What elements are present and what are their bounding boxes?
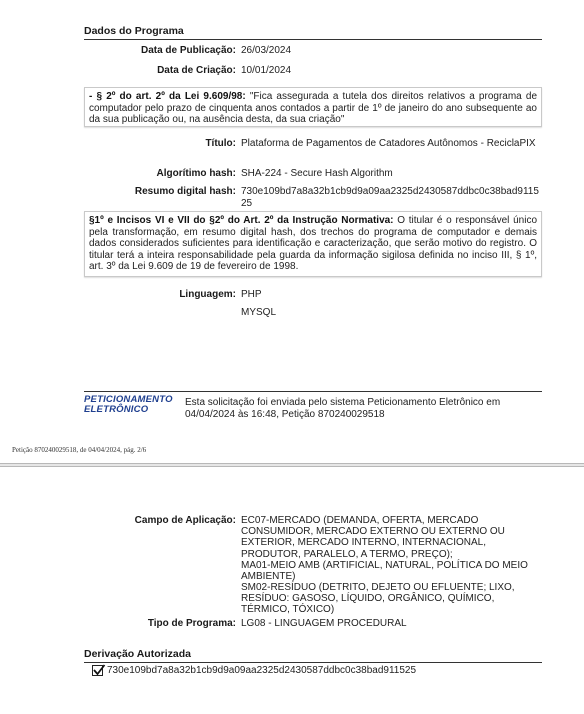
peticionamento-eletronico-logo	[84, 395, 184, 415]
campo-aplicacao-value-ec07: EC07-MERCADO (DEMANDA, OFERTA, MERCADO CONSUMIDOR, MERCADO EXTERNO OU EXTERNO OU EXTERIOR, MERCADO INTERNO, INTERNACIONAL, PRODUTOR, PARALELO, A TERMO, PREÇO);	[241, 515, 505, 560]
notice1-text: "Fica assegurada a tutela dos direitos relativos a programa de computador pelo prazo de cinquenta anos contados a partir de 1º de janeiro do ano subsequente ao da sua publicação ou, na ausência desta, da sua criação"	[89, 91, 537, 125]
linguagem-value-php: PHP	[241, 289, 262, 300]
algoritmo-hash-label: Algorítimo hash:	[156, 168, 236, 179]
document-page-3	[0, 467, 584, 714]
data-publicacao-label: Data de Publicação:	[140, 45, 236, 56]
notice-lei-9609-box	[84, 87, 542, 127]
algoritmo-hash-value: SHA-224 - Secure Hash Algorithm	[241, 168, 393, 179]
linguagem-value-mysql: MYSQL	[241, 307, 277, 318]
footer-divider	[84, 391, 542, 392]
checkmark-icon	[92, 663, 106, 677]
tipo-programa-label: Tipo de Programa:	[147, 618, 236, 629]
derivacao-checkbox[interactable]	[92, 665, 103, 676]
campo-aplicacao-label: Campo de Aplicação:	[134, 515, 236, 526]
campo-aplicacao-value-ma01: MA01-MEIO AMB (ARTIFICIAL, NATURAL, POLÍTICA DO MEIO AMBIENTE)	[241, 560, 528, 583]
notice2-text: O titular é o responsável único pela transformação, em resumo digital hash, dos trechos do programa de computador e demais dados considerados suficientes para identificação e caracterização, que serão motivo do registro. O titular terá a inteira responsabilidade pela guarda da informação sigilosa definida no inciso III, § 1º, art. 3º da Lei 9.609 de 19 de fevereiro de 1998.	[89, 215, 538, 272]
data-publicacao-value: 26/03/2024	[241, 45, 292, 56]
resumo-hash-value: 730e109bd7a8a32b1cb9d9a09aa2325d2430587ddbc0c38bad911525	[241, 186, 539, 209]
footer-submission-text: Esta solicitação foi enviada pelo sistema Peticionamento Eletrônico em 04/04/2024 às 16:48, Petição 870240029518	[185, 397, 501, 420]
titulo-value: Plataforma de Pagamentos de Catadores Autônomos - ReciclaPIX	[241, 138, 536, 149]
data-criacao-label: Data de Criação:	[157, 65, 236, 76]
section-title-dados-do-programa: Dados do Programa	[84, 25, 542, 40]
notice1-heading: - § 2º do art. 2º da Lei 9.609/98:	[89, 91, 246, 102]
section-title-derivacao-autorizada: Derivação Autorizada	[84, 648, 542, 663]
titulo-label: Título:	[205, 138, 236, 149]
logo-line2: ELETRÔNICO	[84, 404, 149, 415]
logo-line1: PETICIONAMENTO	[84, 394, 173, 405]
data-criacao-value: 10/01/2024	[241, 65, 292, 76]
notice-instrucao-normativa-box	[84, 211, 542, 277]
resumo-hash-label: Resumo digital hash:	[134, 186, 236, 197]
campo-aplicacao-value-sm02: SM02-RESÍDUO (DETRITO, DEJETO OU EFLUENTE; LIXO, RESÍDUO: GASOSO, LÍQUIDO, ORGÂNICO, QUÍMICO, TÉRMICO, TÓXICO)	[241, 582, 515, 616]
tipo-programa-value: LG08 - LINGUAGEM PROCEDURAL	[241, 618, 407, 629]
page-number: Petição 870240029518, de 04/04/2024, pág. 2/6	[12, 446, 147, 454]
linguagem-label: Linguagem:	[179, 289, 236, 300]
derivacao-hash-value: 730e109bd7a8a32b1cb9d9a09aa2325d2430587ddbc0c38bad911525	[107, 665, 417, 676]
notice2-heading: §1º e Incisos VI e VII do §2º do Art. 2º da Instrução Normativa:	[89, 215, 394, 226]
